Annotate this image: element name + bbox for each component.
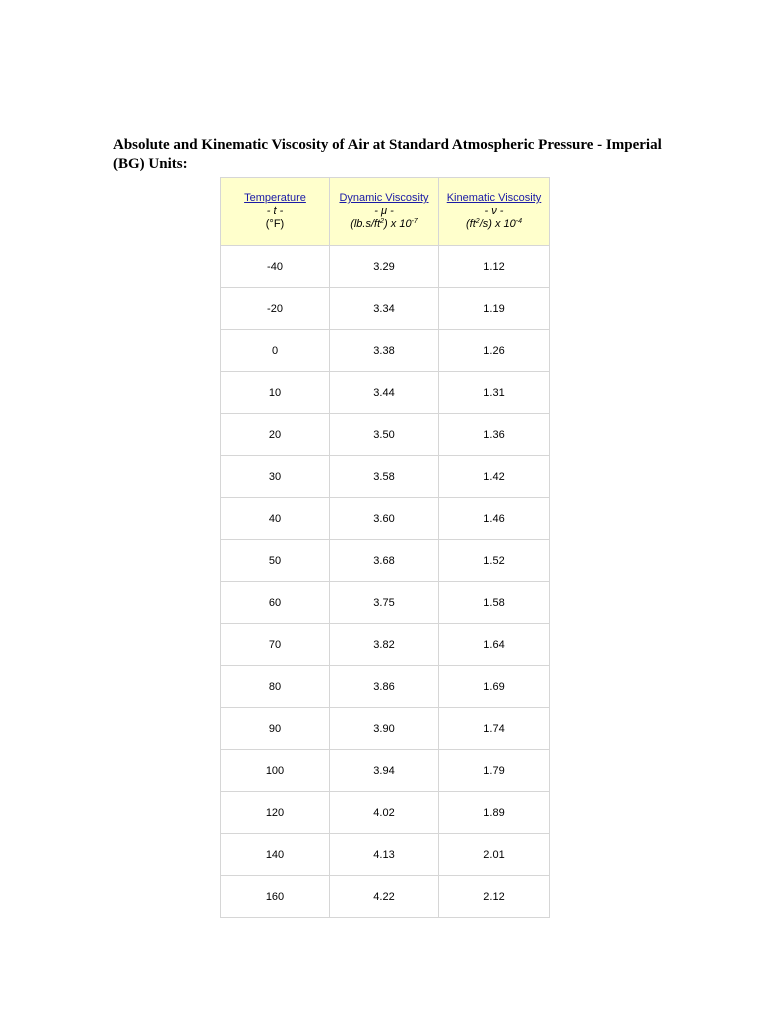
temperature-header xyxy=(221,178,330,246)
kinematic-viscosity-header xyxy=(439,178,550,246)
table-row xyxy=(221,498,550,540)
kinematic-viscosity-cell: 1.64 xyxy=(439,624,550,666)
kinematic-viscosity-cell: 1.89 xyxy=(439,792,550,834)
kinematic-viscosity-cell: 2.12 xyxy=(439,876,550,918)
table-row xyxy=(221,372,550,414)
table-row xyxy=(221,750,550,792)
table-body xyxy=(221,246,550,918)
temperature-cell: 160 xyxy=(221,876,330,918)
temperature-cell: 20 xyxy=(221,414,330,456)
kinematic-viscosity-cell: 1.58 xyxy=(439,582,550,624)
dynamic-viscosity-cell: 3.94 xyxy=(330,750,439,792)
dynamic-viscosity-cell: 3.60 xyxy=(330,498,439,540)
temperature-cell: 100 xyxy=(221,750,330,792)
dynamic-viscosity-cell: 3.86 xyxy=(330,666,439,708)
kinematic-viscosity-cell: 1.74 xyxy=(439,708,550,750)
kinematic-viscosity-cell: 1.12 xyxy=(439,246,550,288)
table-row xyxy=(221,246,550,288)
temperature-cell: 40 xyxy=(221,498,330,540)
kinematic-viscosity-cell: 1.52 xyxy=(439,540,550,582)
temperature-cell: 120 xyxy=(221,792,330,834)
temperature-cell: 90 xyxy=(221,708,330,750)
dynamic-viscosity-cell: 3.90 xyxy=(330,708,439,750)
temperature-header-link[interactable]: Temperature xyxy=(244,192,306,204)
dynamic-viscosity-unit: $(lb.s/ft^2)$ x $10^{-7}$ xyxy=(350,218,418,230)
dynamic-viscosity-cell: 3.50 xyxy=(330,414,439,456)
dynamic-viscosity-header xyxy=(330,178,439,246)
temperature-cell: 0 xyxy=(221,330,330,372)
table-row xyxy=(221,876,550,918)
kinematic-viscosity-cell: 1.69 xyxy=(439,666,550,708)
temperature-cell: -20 xyxy=(221,288,330,330)
temperature-cell: 80 xyxy=(221,666,330,708)
kinematic-viscosity-unit: $(ft^2/s)$ x $10^{-4}$ xyxy=(466,218,522,230)
temperature-cell: 30 xyxy=(221,456,330,498)
kinematic-viscosity-cell: 1.46 xyxy=(439,498,550,540)
table-row xyxy=(221,414,550,456)
table-row xyxy=(221,330,550,372)
temperature-cell: 60 xyxy=(221,582,330,624)
temperature-symbol: - t - xyxy=(266,205,284,217)
dynamic-viscosity-cell: 3.29 xyxy=(330,246,439,288)
kinematic-viscosity-cell: 1.26 xyxy=(439,330,550,372)
table-row xyxy=(221,708,550,750)
temperature-cell: 50 xyxy=(221,540,330,582)
dynamic-viscosity-cell: 3.34 xyxy=(330,288,439,330)
table-row xyxy=(221,582,550,624)
dynamic-viscosity-cell: 3.75 xyxy=(330,582,439,624)
dynamic-viscosity-cell: 3.82 xyxy=(330,624,439,666)
table-row xyxy=(221,456,550,498)
temperature-cell: 70 xyxy=(221,624,330,666)
dynamic-viscosity-cell: 4.22 xyxy=(330,876,439,918)
kinematic-viscosity-symbol: - ν - xyxy=(484,205,504,217)
kinematic-viscosity-cell: 2.01 xyxy=(439,834,550,876)
dynamic-viscosity-cell: 4.13 xyxy=(330,834,439,876)
dynamic-viscosity-cell: 3.38 xyxy=(330,330,439,372)
kinematic-viscosity-cell: 1.42 xyxy=(439,456,550,498)
table-row xyxy=(221,666,550,708)
dynamic-viscosity-cell: 3.68 xyxy=(330,540,439,582)
temperature-unit: (°F) xyxy=(265,218,285,230)
kinematic-viscosity-cell: 1.36 xyxy=(439,414,550,456)
table-row xyxy=(221,540,550,582)
dynamic-viscosity-cell: 3.44 xyxy=(330,372,439,414)
temperature-cell: 140 xyxy=(221,834,330,876)
dynamic-viscosity-cell: 3.58 xyxy=(330,456,439,498)
temperature-cell: 10 xyxy=(221,372,330,414)
kinematic-viscosity-cell: 1.31 xyxy=(439,372,550,414)
viscosity-table xyxy=(220,177,550,918)
dynamic-viscosity-header-link[interactable]: Dynamic Viscosity xyxy=(339,192,429,204)
table-row xyxy=(221,288,550,330)
table-row xyxy=(221,792,550,834)
kinematic-viscosity-cell: 1.79 xyxy=(439,750,550,792)
temperature-cell: -40 xyxy=(221,246,330,288)
dynamic-viscosity-symbol: - μ - xyxy=(374,205,394,217)
table-header-row xyxy=(221,178,550,246)
kinematic-viscosity-header-link[interactable]: Kinematic Viscosity xyxy=(446,192,542,204)
dynamic-viscosity-cell: 4.02 xyxy=(330,792,439,834)
table-row xyxy=(221,834,550,876)
page-title: Absolute and Kinematic Viscosity of Air at Standard Atmospheric Pressure - Imperial (BG) Units: xyxy=(113,137,662,172)
table-row xyxy=(221,624,550,666)
kinematic-viscosity-cell: 1.19 xyxy=(439,288,550,330)
